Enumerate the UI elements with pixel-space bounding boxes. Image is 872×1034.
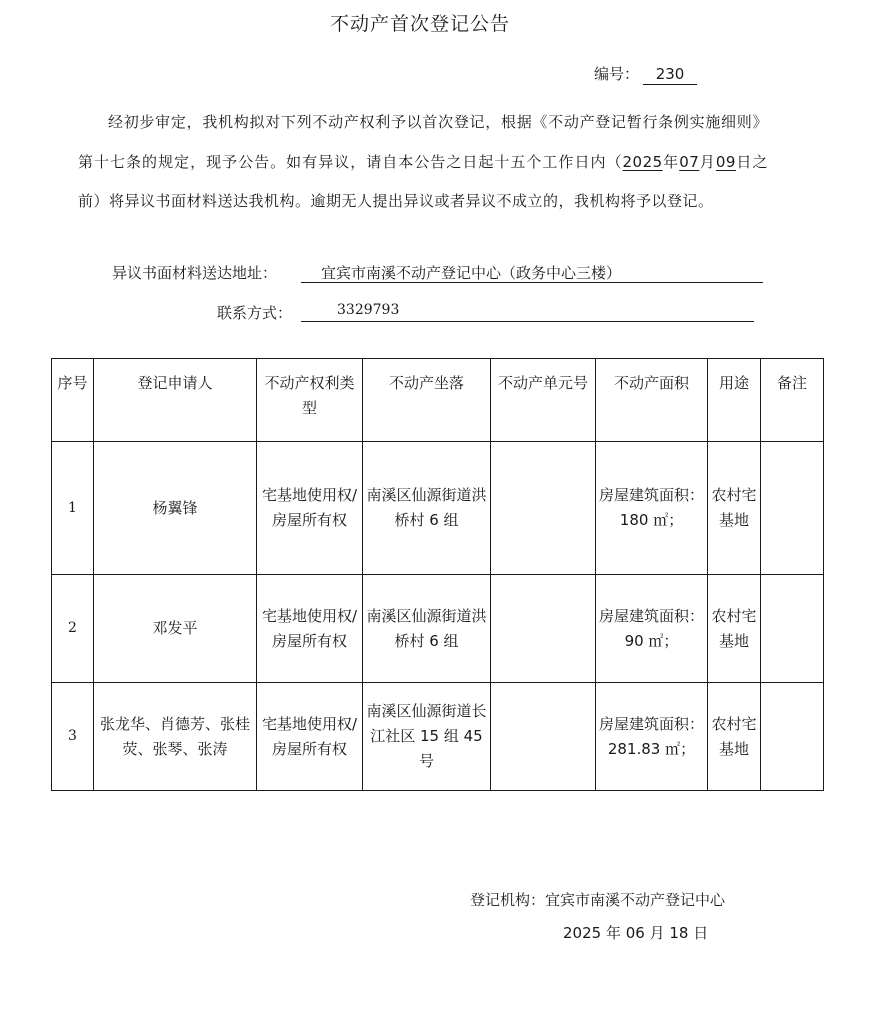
deadline-year: 2025: [622, 152, 663, 171]
row-index: 3: [52, 683, 94, 791]
row-location: 南溪区仙源街道洪桥村 6 组: [363, 442, 491, 575]
address-label: 异议书面材料送达地址：: [112, 264, 278, 282]
row-unit-no: [491, 683, 596, 791]
row-index: 2: [52, 575, 94, 683]
row-location: 南溪区仙源街道洪桥村 6 组: [363, 575, 491, 683]
body-part2: 日之前）将异议书面材料送达我机构。逾期无人提出异议或者异议不成立的，我机构将予以登记。: [78, 152, 768, 210]
deadline-day: 09: [715, 152, 736, 171]
header-usage: 用途: [708, 359, 761, 442]
year-suffix: 年: [662, 152, 680, 171]
notice-body: [78, 103, 768, 222]
notice-date: 2025 年 06 月 18 日: [563, 924, 709, 942]
body-part1: 经初步审定，我机构拟对下列不动产权利予以首次登记，根据《不动产登记暂行条例实施细则》第十七条的规定，现予公告。如有异议，请自本公告之日起十五个工作日内（: [78, 113, 768, 171]
notice-title: 不动产首次登记公告: [329, 13, 510, 35]
row-index: 1: [52, 442, 94, 575]
table-row: [52, 575, 824, 683]
header-applicant: 登记申请人: [94, 359, 257, 442]
contact-label: 联系方式：: [217, 304, 293, 322]
deadline-month: 07: [679, 152, 700, 171]
address-value: 宜宾市南溪不动产登记中心（政务中心三楼）: [301, 262, 763, 283]
registration-authority: 登记机构：宜宾市南溪不动产登记中心: [470, 891, 726, 909]
serial-value: 230: [643, 64, 697, 85]
row-remark: [761, 442, 824, 575]
row-usage: 农村宅基地: [708, 683, 761, 791]
row-usage: 农村宅基地: [708, 442, 761, 575]
header-unit-no: 不动产单元号: [491, 359, 596, 442]
row-unit-no: [491, 575, 596, 683]
row-area: 房屋建筑面积：90 ㎡；: [596, 575, 708, 683]
serial-number: [594, 63, 697, 85]
row-applicant: 张龙华、肖德芳、张桂荧、张琴、张涛: [94, 683, 257, 791]
table-row: [52, 683, 824, 791]
row-applicant: 杨翼锋: [94, 442, 257, 575]
month-suffix: 月: [699, 152, 716, 171]
row-right-type: 宅基地使用权/房屋所有权: [257, 683, 363, 791]
contact-value: 3329793: [301, 302, 754, 322]
serial-label: 编号：: [594, 65, 640, 83]
table-header-row: [52, 359, 824, 442]
row-remark: [761, 575, 824, 683]
row-usage: 农村宅基地: [708, 575, 761, 683]
header-right-type: 不动产权利类型: [257, 359, 363, 442]
table-row: [52, 442, 824, 575]
header-index: 序号: [52, 359, 94, 442]
header-area: 不动产面积: [596, 359, 708, 442]
header-remark: 备注: [761, 359, 824, 442]
header-location: 不动产坐落: [363, 359, 491, 442]
row-unit-no: [491, 442, 596, 575]
row-right-type: 宅基地使用权/房屋所有权: [257, 575, 363, 683]
row-location: 南溪区仙源街道长江社区 15 组 45 号: [363, 683, 491, 791]
row-area: 房屋建筑面积：281.83 ㎡；: [596, 683, 708, 791]
registration-table: [51, 358, 824, 791]
row-applicant: 邓发平: [94, 575, 257, 683]
row-area: 房屋建筑面积：180 ㎡；: [596, 442, 708, 575]
row-remark: [761, 683, 824, 791]
row-right-type: 宅基地使用权/房屋所有权: [257, 442, 363, 575]
